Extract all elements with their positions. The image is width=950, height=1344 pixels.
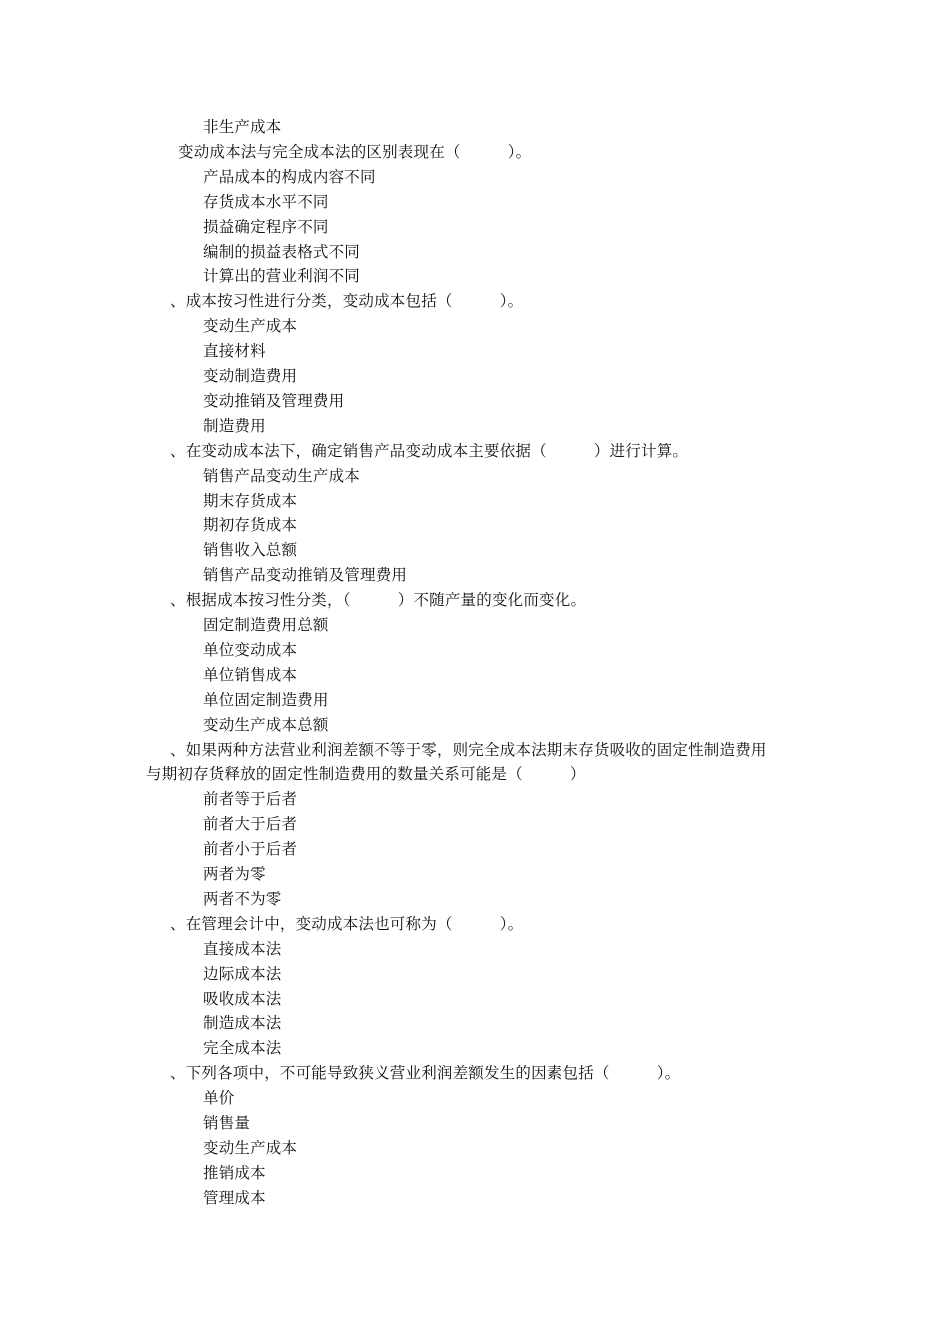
option-text: 两者不为零 <box>203 889 282 908</box>
option-text: 变动生产成本 <box>203 317 298 336</box>
option-text: 固定制造费用总额 <box>203 616 329 634</box>
question-text: 、在变动成本法下，确定销售产品变动成本主要依据（ ）进行计算。 <box>170 441 689 460</box>
option-text: 非生产成本 <box>203 118 282 136</box>
option-text: 吸收成本法 <box>203 989 282 1008</box>
option-text: 单位固定制造费用 <box>203 690 329 709</box>
question-text: 、在管理会计中，变动成本法也可称为（ ）。 <box>170 914 524 933</box>
option-text: 管理成本 <box>203 1188 266 1207</box>
option-text: 前者大于后者 <box>203 815 298 834</box>
question-text: 变动成本法与完全成本法的区别表现在（ ）。 <box>178 142 532 161</box>
option-text: 销售量 <box>203 1114 251 1132</box>
option-text: 变动制造费用 <box>203 367 298 385</box>
option-text: 销售产品变动生产成本 <box>203 466 361 485</box>
option-text: 销售收入总额 <box>203 541 298 560</box>
option-text: 单位销售成本 <box>203 665 298 684</box>
option-text: 销售产品变动推销及管理费用 <box>203 566 408 585</box>
option-text: 两者为零 <box>203 865 266 883</box>
question-text: 、如果两种方法营业利润差额不等于零，则完全成本法期末存货吸收的固定性制造费用 <box>170 740 767 759</box>
option-text: 单价 <box>203 1089 235 1108</box>
option-text: 完全成本法 <box>203 1039 282 1058</box>
option-text: 产品成本的构成内容不同 <box>203 167 376 186</box>
option-text: 损益确定程序不同 <box>203 217 329 236</box>
option-text: 边际成本法 <box>203 964 282 983</box>
option-text: 存货成本水平不同 <box>203 192 329 211</box>
option-text: 期初存货成本 <box>203 516 298 535</box>
question-text: 、根据成本按习性分类，（ ）不随产量的变化而变化。 <box>170 591 587 610</box>
option-text: 推销成本 <box>203 1163 266 1182</box>
option-text: 直接材料 <box>203 342 266 361</box>
option-text: 变动生产成本总额 <box>203 715 329 734</box>
question-text-continued: 与期初存货释放的固定性制造费用的数量关系可能是（ ） <box>146 765 586 784</box>
option-text: 计算出的营业利润不同 <box>203 267 361 286</box>
option-text: 前者等于后者 <box>203 790 298 809</box>
question-text: 、成本按习性进行分类，变动成本包括（ ）。 <box>170 292 524 311</box>
option-text: 制造成本法 <box>203 1014 282 1033</box>
option-text: 前者小于后者 <box>203 840 298 859</box>
question-text: 、下列各项中，不可能导致狭义营业利润差额发生的因素包括（ ）。 <box>170 1064 681 1083</box>
option-text: 期末存货成本 <box>203 491 298 510</box>
option-text: 编制的损益表格式不同 <box>203 242 361 261</box>
option-text: 变动生产成本 <box>203 1138 298 1157</box>
option-text: 单位变动成本 <box>203 640 298 659</box>
option-text: 直接成本法 <box>203 939 282 958</box>
option-text: 制造费用 <box>203 416 266 435</box>
option-text: 变动推销及管理费用 <box>203 391 345 410</box>
